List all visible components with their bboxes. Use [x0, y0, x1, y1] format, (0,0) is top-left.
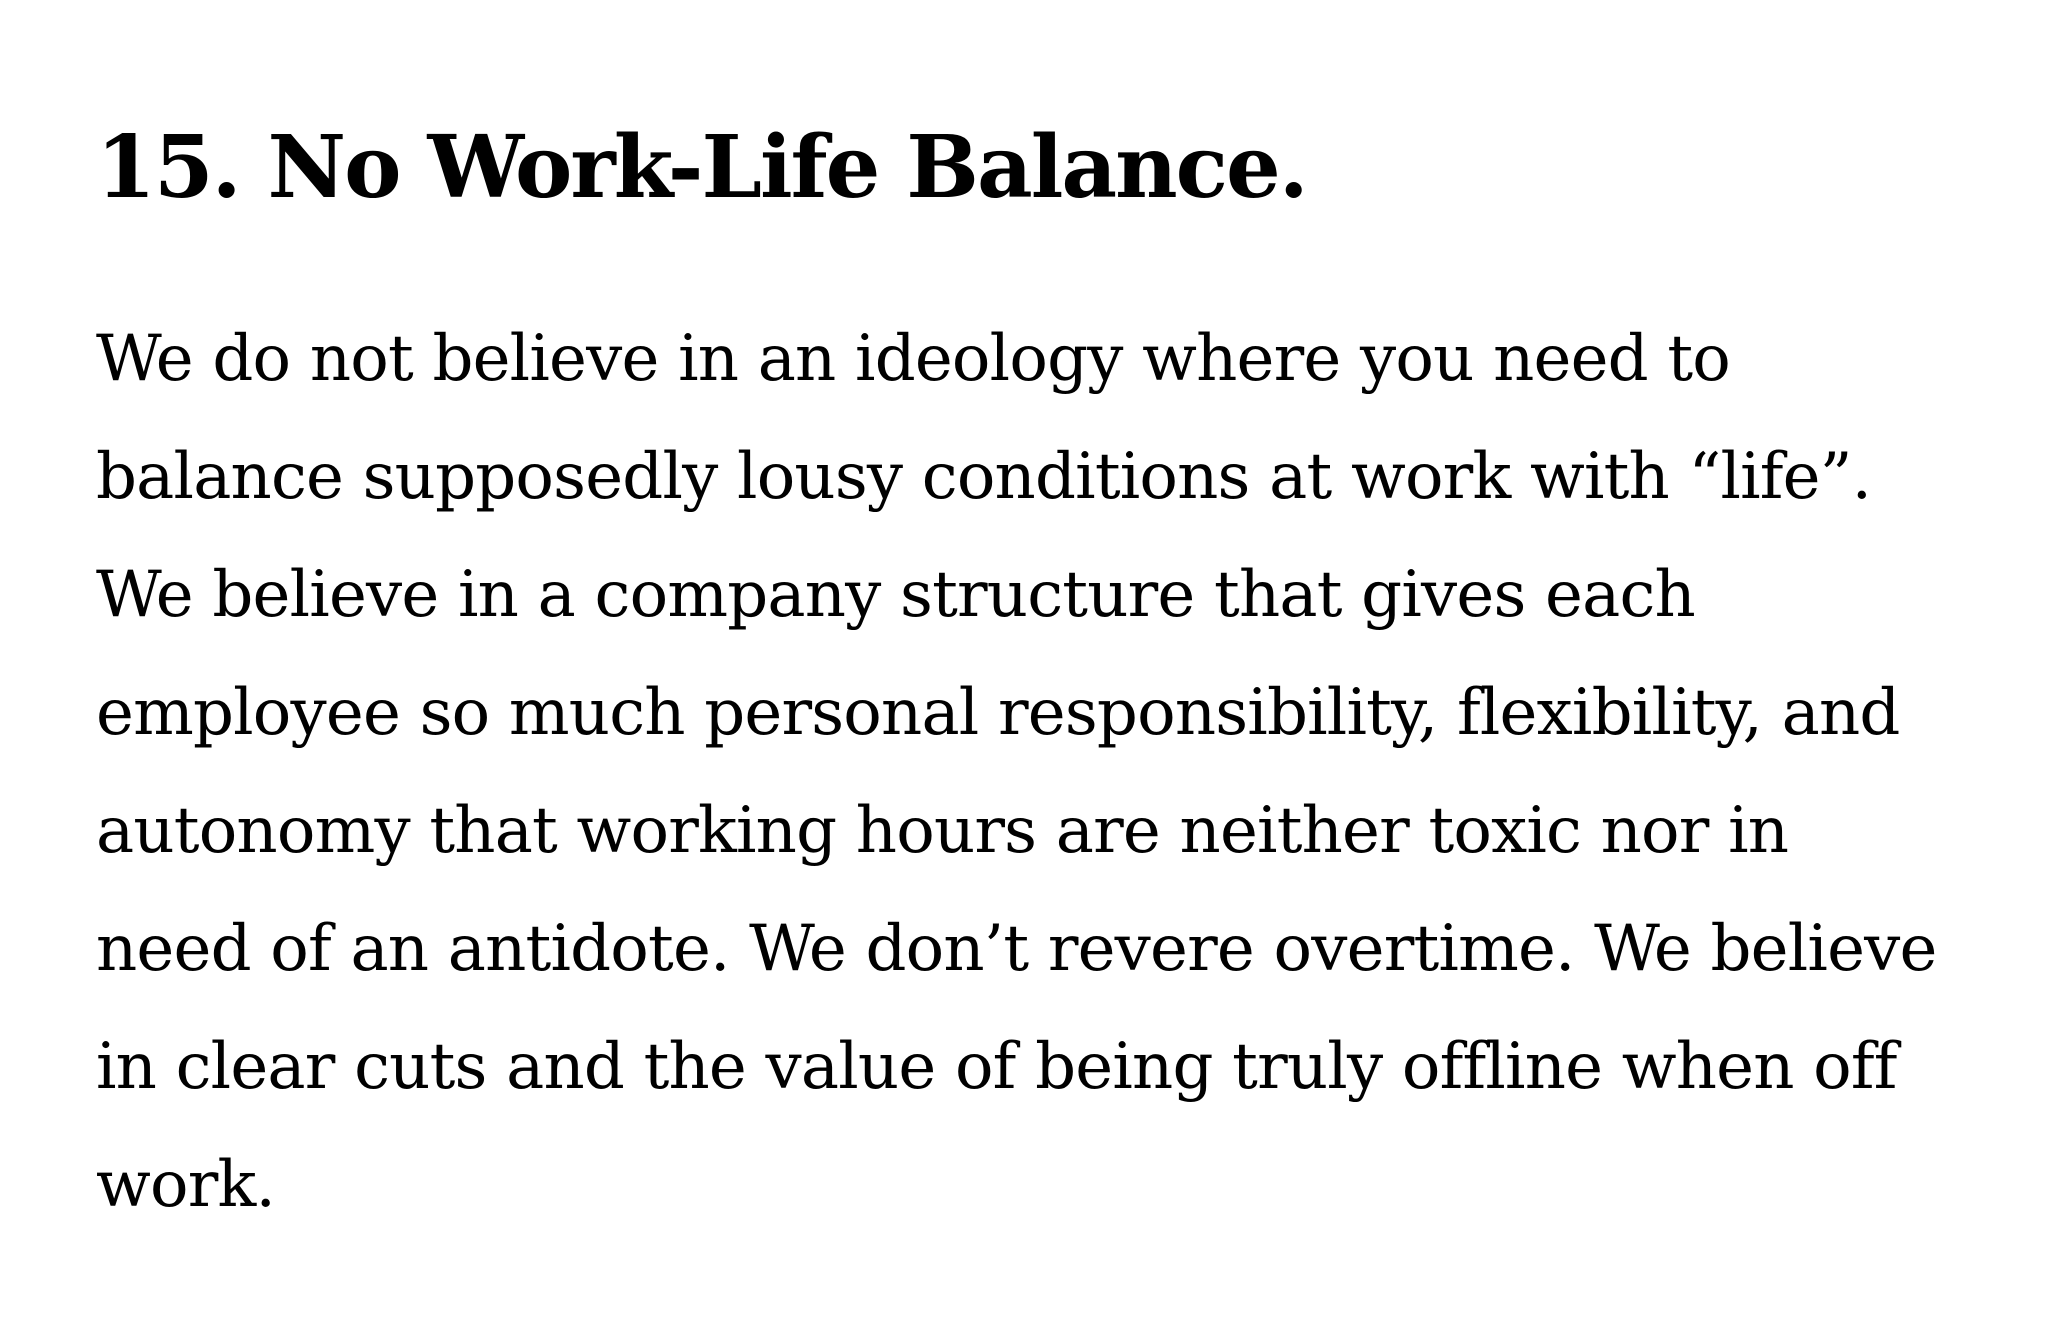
- article-section: [96, 108, 1976, 1244]
- body-line: balance supposedly lousy conditions at work with “life”.: [96, 440, 1872, 514]
- body-line: need of an antidote. We don’t revere overtime. We believe: [96, 912, 1937, 986]
- body-line: work.: [96, 1148, 276, 1222]
- body-line: autonomy that working hours are neither toxic nor in: [96, 794, 1789, 868]
- body-line: We do not believe in an ideology where you need to: [96, 322, 1731, 396]
- section-heading: 15. No Work-Life Balance.: [96, 117, 1307, 218]
- body-line: in clear cuts and the value of being truly offline when off: [96, 1030, 1897, 1104]
- body-line: employee so much personal responsibility, flexibility, and: [96, 676, 1900, 750]
- body-line: We believe in a company structure that gives each: [96, 558, 1695, 632]
- section-body-paragraph: [96, 300, 1976, 1244]
